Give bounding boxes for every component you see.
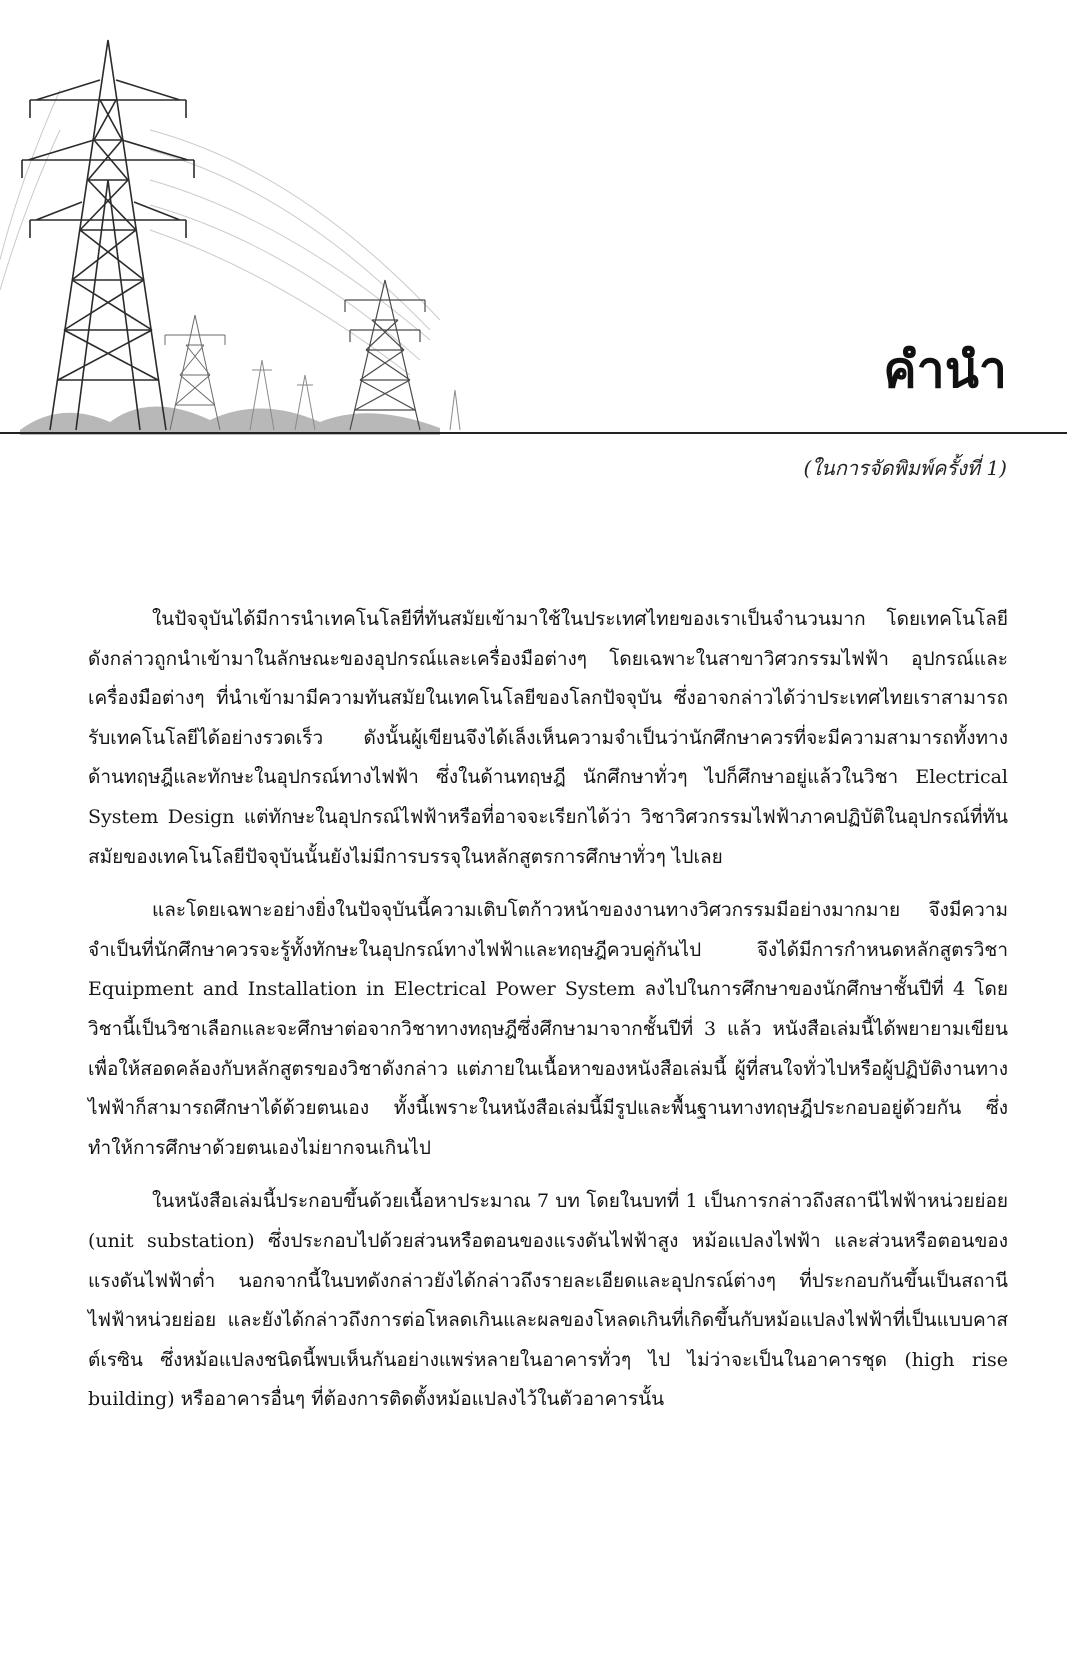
paragraph: ในหนังสือเล่มนี้ประกอบขึ้นด้วยเนื้อหาประมาณ 7 บท โดยในบทที่ 1 เป็นการกล่าวถึงสถานีไฟฟ้าหน่วยย่อย (unit substation) ซึ่งประกอบไปด้วยส่วนหรือตอนของแรงดันไฟฟ้าสูง หม้อแปลงไฟฟ้า และส่วนหรือตอนของแรงดันไฟฟ้าต่ำ นอกจากนี้ในบทดังกล่าวยังได้กล่าวถึงรายละเอียดและอุปกรณ์ต่างๆ ที่ประกอบกันขึ้นเป็นสถานีไฟฟ้าหน่วยย่อย และยังได้กล่าวถึงการต่อโหลดเกินและผลของโหลดเกินที่เกิดขึ้นกับหม้อแปลงไฟฟ้าที่เป็นแบบคาสต์เรซิน ซึ่งหม้อแปลงชนิดนี้พบเห็นกันอย่างแพร่หลายในอาคารทั่วๆ ไป ไม่ว่าจะเป็นในอาคารชุด (high rise building) หรืออาคารอื่นๆ ที่ต้องการติดตั้งหม้อแปลงไว้ในตัวอาคารนั้น (88, 1190, 1008, 1411)
edition-note: (ในการจัดพิมพ์ครั้งที่ 1) (803, 456, 1007, 480)
preface-body (88, 600, 1008, 1434)
header-divider (0, 432, 1067, 434)
transmission-tower-icon (0, 30, 500, 435)
paragraph: และโดยเฉพาะอย่างยิ่งในปัจจุบันนี้ความเติบโตก้าวหน้าของงานทางวิศวกรรมมีอย่างมากมาย จึงมีความจำเป็นที่นักศึกษาควรจะรู้ทั้งทักษะในอุปกรณ์ทางไฟฟ้าและทฤษฎีควบคู่กันไป จึงได้มีการกำหนดหลักสูตรวิชา Equipment and Installation in Electrical Power System ลงไปในการศึกษาของนักศึกษาชั้นปีที่ 4 โดยวิชานี้เป็นวิชาเลือกและจะศึกษาต่อจากวิชาทางทฤษฎีซึ่งศึกษามาจากชั้นปีที่ 3 แล้ว หนังสือเล่มนี้ได้พยายามเขียนเพื่อให้สอดคล้องกับหลักสูตรของวิชาดังกล่าว แต่ภายในเนื้อหาของหนังสือเล่มนี้ ผู้ที่สนใจทั่วไปหรือผู้ปฏิบัติงานทางไฟฟ้าก็สามารถศึกษาได้ด้วยตนเอง ทั้งนี้เพราะในหนังสือเล่มนี้มีรูปและพื้นฐานทางทฤษฎีประกอบอยู่ด้วยกัน ซึ่งทำให้การศึกษาด้วยตนเองไม่ยากจนเกินไป (88, 899, 1008, 1159)
paragraph: ในปัจจุบันได้มีการนำเทคโนโลยีที่ทันสมัยเข้ามาใช้ในประเทศไทยของเราเป็นจำนวนมาก โดยเทคโนโลยีดังกล่าวถูกนำเข้ามาในลักษณะของอุปกรณ์และเครื่องมือต่างๆ โดยเฉพาะในสาขาวิศวกรรมไฟฟ้า อุปกรณ์และเครื่องมือต่างๆ ที่นำเข้ามามีความทันสมัยในเทคโนโลยีของโลกปัจจุบัน ซึ่งอาจกล่าวได้ว่าประเทศไทยเราสามารถรับเทคโนโลยีได้อย่างรวดเร็ว ดังนั้นผู้เขียนจึงได้เล็งเห็นความจำเป็นว่านักศึกษาควรที่จะมีความสามารถทั้งทางด้านทฤษฎีและทักษะในอุปกรณ์ทางไฟฟ้า ซึ่งในด้านทฤษฎี นักศึกษาทั่วๆ ไปก็ศึกษาอยู่แล้วในวิชา Electrical System Design แต่ทักษะในอุปกรณ์ไฟฟ้าหรือที่อาจจะเรียกได้ว่า วิชาวิศวกรรมไฟฟ้าภาคปฏิบัติในอุปกรณ์ที่ทันสมัยของเทคโนโลยีปัจจุบันนั้นยังไม่มีการบรรจุในหลักสูตรการศึกษาทั่วๆ ไปเลย (88, 608, 1008, 868)
page-title: คำนำ (883, 341, 1007, 399)
page-header (0, 0, 1067, 480)
